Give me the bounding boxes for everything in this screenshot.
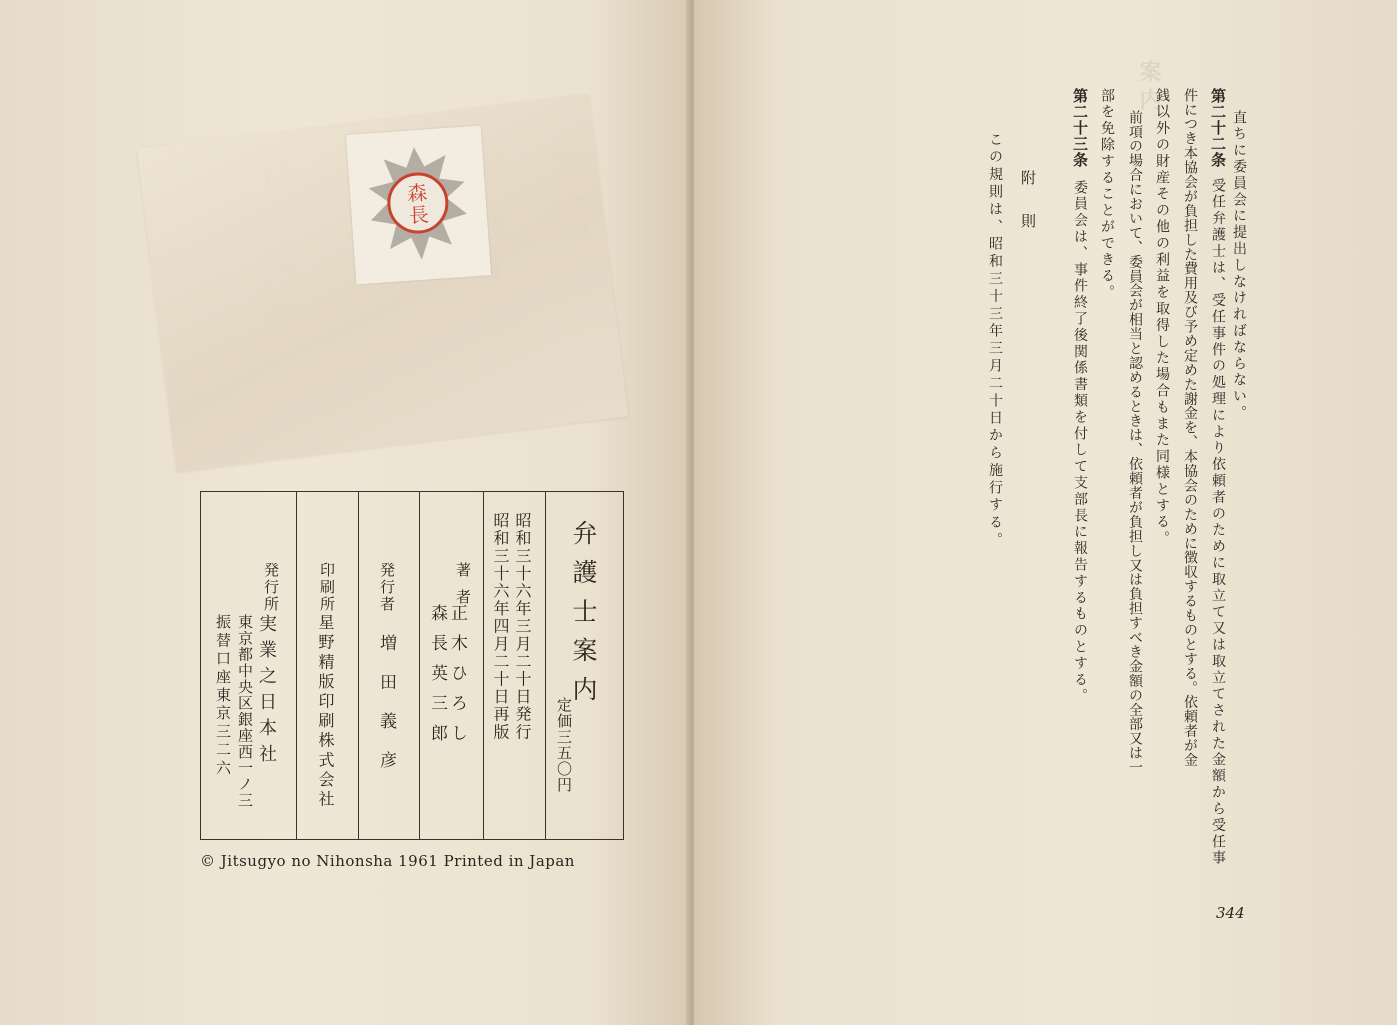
article-22-label: 第二十二条 — [1209, 88, 1227, 168]
article-23-text: 委員会は、事件終了後関係書類を付して支部長に報告するものとする。 — [1072, 180, 1088, 705]
publisher-name: 増田義彦 — [376, 634, 396, 790]
article-23-label: 第二十三条 — [1071, 88, 1089, 168]
right-page — [694, 0, 1397, 1025]
colophon-printer-column — [296, 492, 358, 839]
colophon-dates-column — [483, 492, 545, 839]
book-price: 定価三五〇円 — [555, 697, 573, 793]
stamp-text-1: 森 — [406, 180, 428, 206]
supplementary-heading: 附則 — [1019, 170, 1037, 256]
show-through-text: 案内 — [1136, 60, 1162, 116]
colophon-author-column — [419, 492, 483, 839]
printer-name: 星野精版印刷株式会社 — [316, 614, 335, 810]
publisher-label: 発行者 — [378, 562, 396, 613]
colophon-box — [200, 491, 624, 840]
supplementary-text: この規則は、昭和三十三年三月二十日から施行する。 — [987, 132, 1003, 550]
author-1: 正木ひろし — [447, 604, 467, 754]
issuer-name: 実業之日本社 — [256, 614, 277, 770]
colophon-title-column — [545, 492, 625, 839]
seal-icon — [357, 141, 480, 274]
book-title: 弁護士案内 — [569, 520, 598, 715]
printer-label: 印刷所 — [318, 562, 336, 613]
article-22-text-1: 受任弁護士は、受任事件の処理により依頼者のために取立て又は取立てされた金額から受任事 — [1210, 178, 1226, 867]
article-22-line-1 — [1210, 88, 1225, 867]
page-number: 344 — [1216, 904, 1245, 922]
transfer-account: 振替口座東京三二六 — [214, 614, 232, 778]
article-23-line — [1072, 88, 1087, 705]
article-22-line-5: 部を免除することができる。 — [1099, 88, 1115, 302]
author-seal-stamp — [346, 125, 491, 284]
colophon-issuer-column — [201, 492, 296, 839]
article-22-line-4: 前項の場合において、委員会が相当と認めるときは、依頼者が負担し又は負担すべき金額の全部又は一 — [1127, 110, 1143, 775]
author-2: 森長英三郎 — [427, 604, 447, 754]
copyright-line: © Jitsugyo no Nihonsha 1961 Printed in Japan — [200, 852, 575, 870]
issue-date-2: 昭和三十六年四月二十日再版 — [491, 512, 510, 741]
article-22-line-3: 銭以外の財産その他の利益を取得した場合もまた同様とする。 — [1154, 88, 1170, 548]
article-22-line-2: 件につき本協会が負担した費用及び予め定めた謝金を、本協会のために徴収するものとする。依頼者が金 — [1182, 88, 1198, 768]
text-line-1: 直ちに委員会に提出しなければならない。 — [1231, 110, 1247, 422]
colophon-publisher-column — [358, 492, 419, 839]
issue-date-1: 昭和三十六年三月二十日発行 — [513, 512, 532, 741]
stamp-text-2: 長 — [407, 202, 430, 228]
author-label: 著者 — [454, 562, 472, 616]
issuer-address: 東京都中央区銀座西一ノ三 — [236, 614, 254, 809]
issuer-label: 発行所 — [262, 562, 280, 613]
